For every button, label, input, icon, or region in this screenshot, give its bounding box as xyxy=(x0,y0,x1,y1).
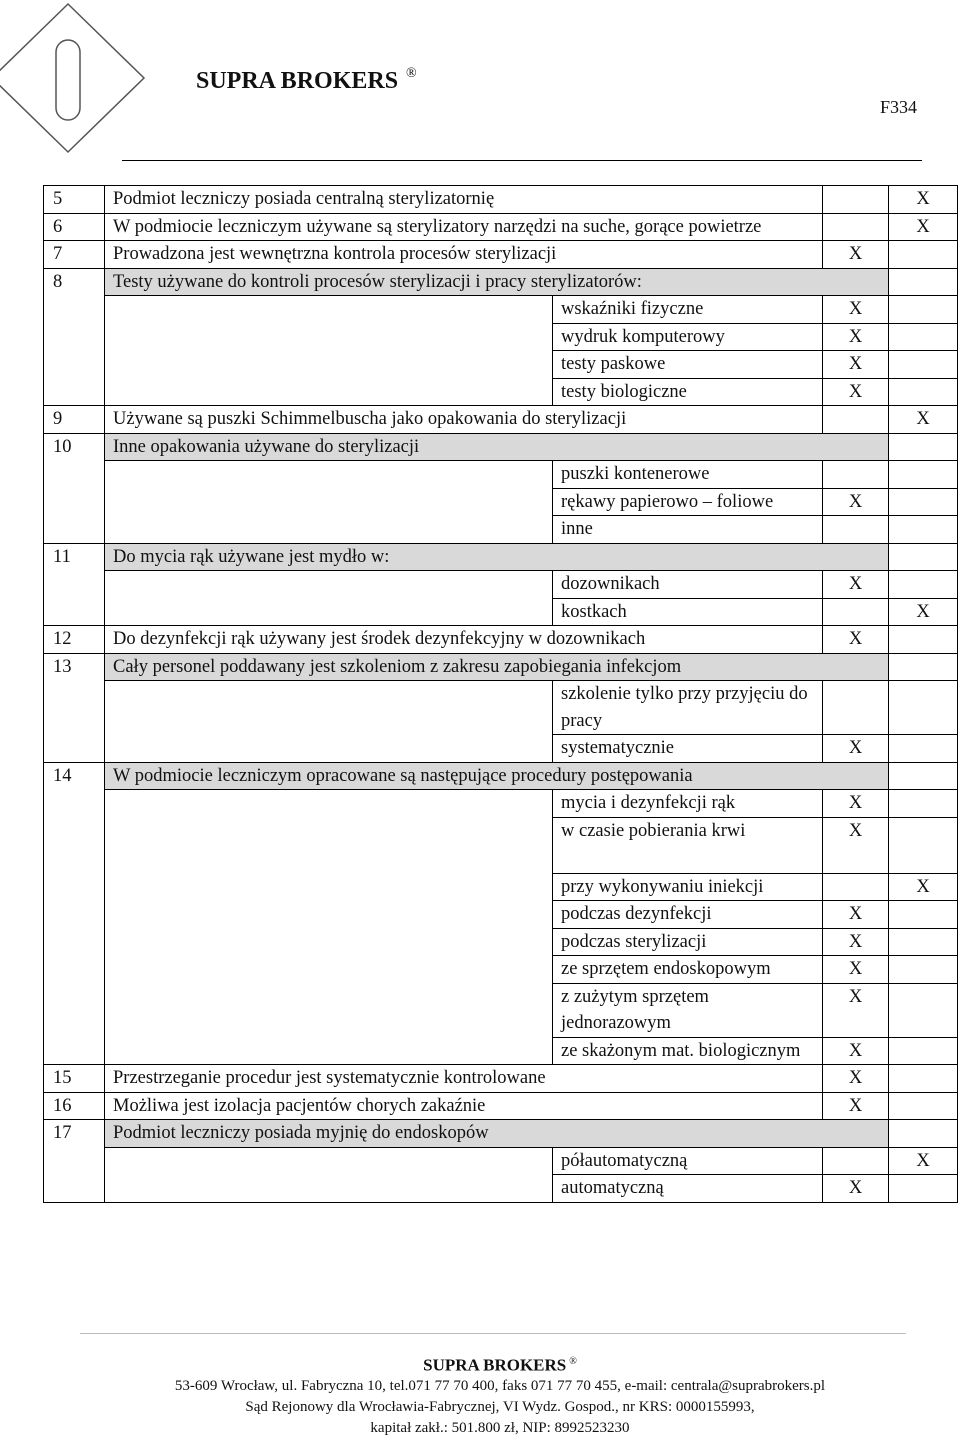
mark-cell xyxy=(889,1065,958,1093)
row-text: Prowadzona jest wewnętrzna kontrola procesów sterylizacji xyxy=(105,241,823,269)
table-row xyxy=(44,213,958,241)
row-number: 14 xyxy=(44,762,105,1065)
mark-cell xyxy=(889,928,958,956)
form-code: F334 xyxy=(880,97,918,117)
mark-cell xyxy=(889,983,958,1037)
mark-cell xyxy=(889,817,958,873)
option-label: inne xyxy=(553,516,823,544)
row-number: 12 xyxy=(44,626,105,654)
table-row xyxy=(44,571,958,599)
mark-cell: X xyxy=(823,1175,889,1203)
mark-cell: X xyxy=(889,186,958,214)
mark-cell: X xyxy=(823,735,889,763)
option-label: w czasie pobierania krwi xyxy=(553,817,823,873)
mark-cell: X xyxy=(889,1147,958,1175)
mark-cell: X xyxy=(823,983,889,1037)
mark-cell: X xyxy=(823,1092,889,1120)
option-label: automatyczną xyxy=(553,1175,823,1203)
empty-cell xyxy=(105,1147,553,1202)
mark-cell: X xyxy=(823,296,889,324)
footer-divider xyxy=(80,1333,906,1334)
mark-cell: X xyxy=(823,1037,889,1065)
table-row xyxy=(44,762,958,790)
mark-cell: X xyxy=(889,406,958,434)
footer-registry: Sąd Rejonowy dla Wrocławia-Fabrycznej, VI Wydz. Gospod., nr KRS: 0000155993, xyxy=(245,1398,755,1415)
table-row xyxy=(44,296,958,324)
mark-cell xyxy=(889,378,958,406)
section-heading: Inne opakowania używane do sterylizacji xyxy=(105,433,889,461)
option-label: szkolenie tylko przy przyjęciu do pracy xyxy=(553,681,823,735)
row-text: Podmiot leczniczy posiada centralną sterylizatornię xyxy=(105,186,823,214)
option-label: rękawy papierowo – foliowe xyxy=(553,488,823,516)
mark-cell xyxy=(889,1092,958,1120)
mark-cell xyxy=(823,213,889,241)
empty-cell xyxy=(889,762,958,790)
option-label: ze skażonym mat. biologicznym xyxy=(553,1037,823,1065)
mark-cell: X xyxy=(823,488,889,516)
mark-cell xyxy=(889,323,958,351)
mark-cell: X xyxy=(823,928,889,956)
option-label: z zużytym sprzętem jednorazowym xyxy=(553,983,823,1037)
option-label: mycia i dezynfekcji rąk xyxy=(553,790,823,818)
mark-cell xyxy=(823,1147,889,1175)
mark-cell xyxy=(889,956,958,984)
empty-cell xyxy=(105,790,553,1065)
mark-cell: X xyxy=(823,378,889,406)
company-logo xyxy=(0,0,180,165)
option-label: systematycznie xyxy=(553,735,823,763)
mark-cell xyxy=(823,186,889,214)
mark-cell xyxy=(889,351,958,379)
empty-cell xyxy=(105,461,553,544)
option-label: wydruk komputerowy xyxy=(553,323,823,351)
option-label: testy paskowe xyxy=(553,351,823,379)
option-label: dozownikach xyxy=(553,571,823,599)
mark-cell: X xyxy=(823,790,889,818)
option-label: ze sprzętem endoskopowym xyxy=(553,956,823,984)
mark-cell xyxy=(823,516,889,544)
table-row xyxy=(44,1065,958,1093)
table-row xyxy=(44,1120,958,1148)
empty-cell xyxy=(889,653,958,681)
mark-cell: X xyxy=(823,626,889,654)
checklist-table xyxy=(43,185,958,1203)
mark-cell: X xyxy=(823,817,889,873)
mark-cell xyxy=(889,901,958,929)
mark-cell xyxy=(889,571,958,599)
mark-cell xyxy=(889,681,958,735)
row-text: W podmiocie leczniczym używane są sterylizatory narzędzi na suche, gorące powietrze xyxy=(105,213,823,241)
table-row xyxy=(44,461,958,489)
mark-cell: X xyxy=(889,213,958,241)
row-text: Możliwa jest izolacja pacjentów chorych zakaźnie xyxy=(105,1092,823,1120)
mark-cell xyxy=(889,516,958,544)
footer xyxy=(0,1351,960,1439)
row-number: 6 xyxy=(44,213,105,241)
row-text: Do dezynfekcji rąk używany jest środek dezynfekcyjny w dozownikach xyxy=(105,626,823,654)
option-label: podczas dezynfekcji xyxy=(553,901,823,929)
mark-cell xyxy=(889,296,958,324)
header-brand: SUPRA BROKERS ® xyxy=(196,66,417,94)
option-label: przy wykonywaniu iniekcji xyxy=(553,873,823,901)
empty-cell xyxy=(889,268,958,296)
table-row xyxy=(44,433,958,461)
table-row xyxy=(44,1147,958,1175)
mark-cell xyxy=(823,598,889,626)
section-heading: W podmiocie leczniczym opracowane są następujące procedury postępowania xyxy=(105,762,889,790)
footer-address: 53-609 Wrocław, ul. Fabryczna 10, tel.071 77 70 400, faks 071 77 70 455, e-mail: centrala@suprabrokers.pl xyxy=(174,1377,826,1394)
table-row xyxy=(44,241,958,269)
header-divider xyxy=(122,160,922,161)
table-row xyxy=(44,406,958,434)
empty-cell xyxy=(105,681,553,763)
row-text: Przestrzeganie procedur jest systematycznie kontrolowane xyxy=(105,1065,823,1093)
row-number: 8 xyxy=(44,268,105,406)
row-text: Używane są puszki Schimmelbuscha jako opakowania do sterylizacji xyxy=(105,406,823,434)
mark-cell xyxy=(889,1175,958,1203)
mark-cell: X xyxy=(823,1065,889,1093)
mark-cell xyxy=(823,461,889,489)
option-label: podczas sterylizacji xyxy=(553,928,823,956)
option-label: testy biologiczne xyxy=(553,378,823,406)
footer-brand: SUPRA BROKERS ® xyxy=(423,1355,577,1375)
table-row xyxy=(44,626,958,654)
row-number: 10 xyxy=(44,433,105,543)
row-number: 17 xyxy=(44,1120,105,1203)
table-row xyxy=(44,790,958,818)
table-row xyxy=(44,1092,958,1120)
option-label: półautomatyczną xyxy=(553,1147,823,1175)
mark-cell xyxy=(889,241,958,269)
mark-cell xyxy=(889,735,958,763)
section-heading: Do mycia rąk używane jest mydło w: xyxy=(105,543,889,571)
option-label: wskaźniki fizyczne xyxy=(553,296,823,324)
mark-cell xyxy=(889,461,958,489)
empty-cell xyxy=(889,543,958,571)
table-row xyxy=(44,543,958,571)
mark-cell xyxy=(889,790,958,818)
option-label: kostkach xyxy=(553,598,823,626)
mark-cell xyxy=(889,1037,958,1065)
table-row xyxy=(44,268,958,296)
empty-cell xyxy=(105,296,553,406)
mark-cell: X xyxy=(823,571,889,599)
mark-cell xyxy=(823,873,889,901)
empty-cell xyxy=(889,1120,958,1148)
mark-cell xyxy=(889,488,958,516)
row-number: 5 xyxy=(44,186,105,214)
table-row xyxy=(44,681,958,735)
section-heading: Cały personel poddawany jest szkoleniom z zakresu zapobiegania infekcjom xyxy=(105,653,889,681)
option-label: puszki kontenerowe xyxy=(553,461,823,489)
section-heading: Podmiot leczniczy posiada myjnię do endoskopów xyxy=(105,1120,889,1148)
row-number: 15 xyxy=(44,1065,105,1093)
footer-capital: kapitał zakł.: 501.800 zł, NIP: 8992523230 xyxy=(370,1419,630,1436)
empty-cell xyxy=(105,571,553,626)
row-number: 7 xyxy=(44,241,105,269)
row-number: 13 xyxy=(44,653,105,762)
mark-cell xyxy=(889,626,958,654)
mark-cell: X xyxy=(889,873,958,901)
row-number: 9 xyxy=(44,406,105,434)
registered-mark: ® xyxy=(406,66,417,81)
row-number: 11 xyxy=(44,543,105,626)
mark-cell: X xyxy=(823,901,889,929)
row-number: 16 xyxy=(44,1092,105,1120)
mark-cell: X xyxy=(823,241,889,269)
mark-cell: X xyxy=(823,956,889,984)
empty-cell xyxy=(889,433,958,461)
mark-cell: X xyxy=(889,598,958,626)
table-row xyxy=(44,653,958,681)
table-row xyxy=(44,186,958,214)
section-heading: Testy używane do kontroli procesów sterylizacji i pracy sterylizatorów: xyxy=(105,268,889,296)
mark-cell xyxy=(823,406,889,434)
mark-cell: X xyxy=(823,351,889,379)
mark-cell: X xyxy=(823,323,889,351)
mark-cell xyxy=(823,681,889,735)
